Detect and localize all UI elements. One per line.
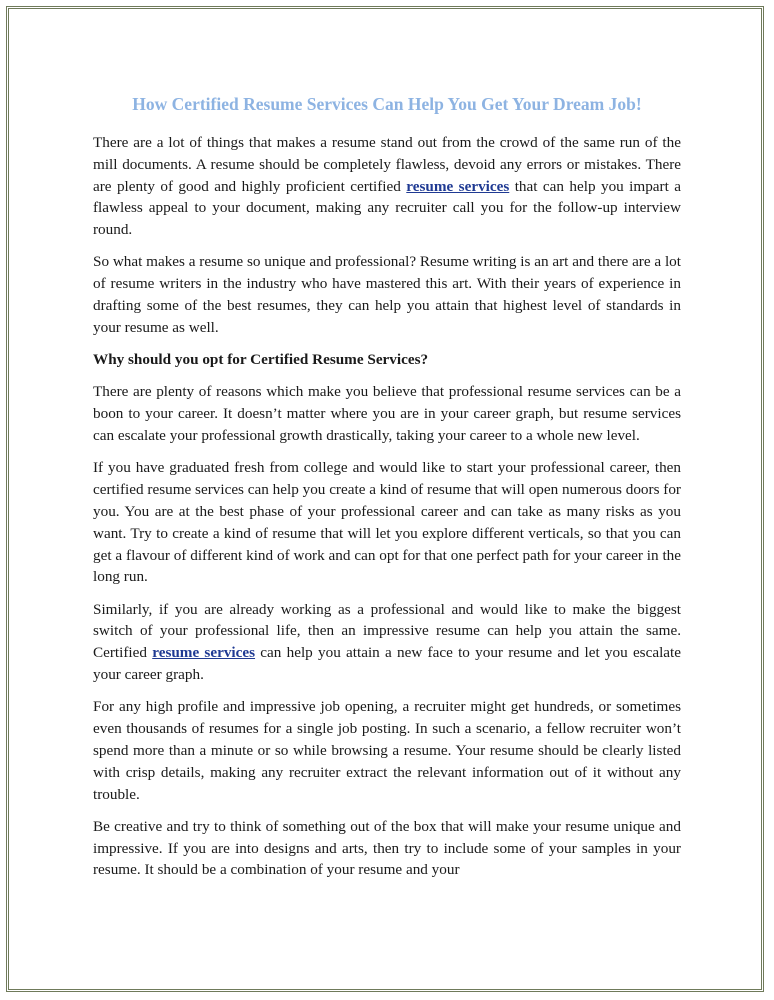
paragraph-art: So what makes a resume so unique and professional? Resume writing is an art and there are a lot of resume writers in the industry who have mastered this art. With their years of experience in drafting some of the best resumes, they can help you attain that highest level of standards in your resume as well. [93, 253, 681, 336]
section-heading: Why should you opt for Certified Resume Services? [93, 351, 429, 369]
paragraph-professionals-text-end: can help you attain a new face to your resume and let you escalate your career graph. [93, 644, 681, 684]
document-body [93, 92, 681, 892]
paragraph-intro-text-end: that can help you impart a flawless appeal to your document, making any recruiter call you for the follow-up interview round. [93, 177, 681, 239]
paragraph-professionals-text-start: Similarly, if you are already working as a professional and would like to make the biggest switch of your professional life, then an impressive resume can help you attain the same. Certified [93, 600, 681, 662]
paragraph-graduates: If you have graduated fresh from college and would like to start your professional career, then certified resume services can help you create a kind of resume that will open numerous doors for you. You are at the best phase of your professional career and can take as many risks as you want. Try to create a kind of resume that will let you explore different verticals, so that you can get a flavour of different kind of work and can opt for that one perfect path for your career in the long run. [93, 459, 681, 586]
paragraph-intro-text-start: There are a lot of things that makes a resume stand out from the crowd of the same run of the mill documents. A resume should be completely flawless, devoid any errors or mistakes. There are plenty of good and highly proficient certified [93, 134, 681, 195]
resume-services-link-2[interactable]: resume services [152, 644, 256, 662]
paragraph-intro [93, 132, 681, 241]
paragraph-recruiters: For any high profile and impressive job opening, a recruiter might get hundreds, or sometimes even thousands of resumes for a single job posting. In such a scenario, a fellow recruiter won’t spend more than a minute or so while browsing a resume. Your resume should be clearly listed with crisp details, making any recruiter extract the relevant information out of it without any trouble. [93, 698, 681, 803]
document-title: How Certified Resume Services Can Help You Get Your Dream Job! [132, 94, 642, 114]
paragraph-professionals [93, 599, 681, 686]
paragraph-creative: Be creative and try to think of something out of the box that will make your resume unique and impressive. If you are into designs and arts, then try to include some of your samples in your resume. It should be a combination of your resume and your [93, 817, 681, 879]
resume-services-link[interactable]: resume services [406, 177, 510, 195]
paragraph-reasons: There are plenty of reasons which make you believe that professional resume services can be a boon to your career. It doesn’t matter where you are in your career graph, but resume services can escalate your professional growth drastically, taking your career to a whole new level. [93, 383, 681, 445]
